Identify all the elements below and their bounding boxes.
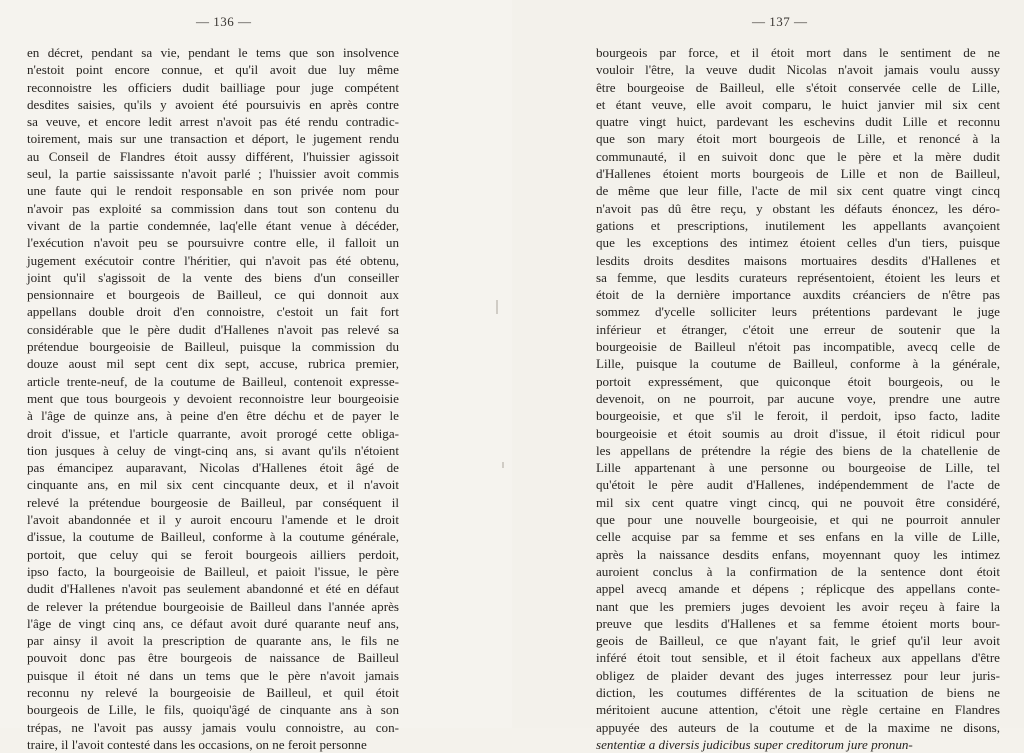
text-line: sententiæ a diversis judicibus super creditorum jure pronun- (596, 736, 913, 752)
text-line: nant que les premiers juges devoient les avoir reçeu à faire la (596, 598, 1000, 614)
text-line: en décret, pendant sa vie, pendant le tems que son insolvence (27, 45, 399, 60)
text-line: sommez d'ycelle solliciter leurs prétentions pardevant le juge (596, 304, 1000, 320)
text-line: à l'âge de quinze ans, à peine d'en être déchu et de payer le (27, 408, 399, 424)
text-line: bourgeoisie et étoit soumis au droit d'issue, il étoit ridicul pour (596, 425, 1000, 441)
text-line: appel avecq amande et dépens ; réplicque des appellans conte- (596, 581, 1000, 597)
text-line: d'Hallenes étoient morts bourgeois de Lille et non de Bailleul, (596, 166, 1000, 182)
left-page-body (27, 44, 399, 753)
text-line: bourgeoisie de Bailleul n'étoit pas incompatible, avecq celle de (596, 339, 1000, 355)
text-line: l'exécution n'avoit peu se poursuivre contre elle, il falloit un (27, 235, 399, 251)
text-line: une faute qui le rendoit responsable en son privée nom pour (27, 183, 399, 199)
text-line: pensionnaire et bourgeois de Bailleul, ce qui donnoit aux (27, 287, 399, 303)
text-line: relevé la prétendue bourgeosie de Bailleul, par conséquent il (27, 494, 399, 510)
text-line: d'issue, la coutume de Bailleul, conforme à la coutume générale, (27, 529, 399, 545)
text-line: tion jusques à celuy de vingt-cinq ans, si avant qu'ils n'étoient (27, 442, 399, 458)
text-line: Lille, puisque la coutume de Bailleul, conforme à la générale, (596, 356, 1000, 372)
text-line: puisque il étoit né dans un tems que le père n'avoit jamais (27, 667, 399, 683)
text-line: qu'étoit le père audit d'Hallenes, indépendemment de l'acte de (596, 477, 1000, 493)
text-line: obligez de plaider devant des juges interressez pour leur juris- (596, 667, 1000, 683)
text-line: au Conseil de Flandres étoit aussy différent, l'huissier agissoit (27, 148, 399, 164)
text-line: de même que leur fille, l'acte de mil six cent quatre vingt cincq (596, 183, 1000, 199)
text-line: joint qu'il s'agissoit de la vente des biens d'un conseiller (27, 269, 399, 285)
text-line: toirement, mais sur une transaction et déport, le jugement rendu (27, 131, 399, 147)
text-line: de relever la prétendue bourgeoisie de Bailleul dans l'année après (27, 598, 399, 614)
text-line: l'âge de vingt cinq ans, ce défaut avoit duré quarante neuf ans, (27, 615, 399, 631)
text-line: bourgeois par force, et il étoit mort dans le sentiment de ne (596, 45, 1000, 60)
text-line: ipso facto, la bourgeoisie de Bailleul, et paioit l'issue, le père (27, 563, 399, 579)
text-line: inféré étoit tout sensible, et il étoit facheux aux appellans d'être (596, 650, 1000, 666)
text-line: portoit expressément, que quiconque étoit bourgeois, ou le (596, 373, 1000, 389)
text-line: douze aoust mil sept cent dix sept, accuse, rubrica premier, (27, 356, 399, 372)
text-line: que les exceptions des intimez étoient celles d'un tiers, puisque (596, 235, 1000, 251)
text-line: portoit, que celuy qui se feroit bourgeois ailliers perdoit, (27, 546, 399, 562)
text-line: preuve que lesdits d'Hallenes et sa femme étoient morts bour- (596, 615, 1000, 631)
gutter-mark (496, 300, 498, 314)
text-line: Lille appartenant à une personne ou bourgeoise de Lille, tel (596, 460, 1000, 476)
text-line: après la naissance desdits enfans, moyennant quoy les intimez (596, 546, 1000, 562)
text-line: droit d'issue, et l'article quarrante, avoit prorogé cette obliga- (27, 425, 399, 441)
text-line: diction, les coutumes différentes de la scituation de biens ne (596, 684, 1000, 700)
text-line: devenoit, on ne pourroit, par aucune voye, prendre une autre (596, 390, 1000, 406)
right-page (512, 0, 1024, 752)
text-line: reconnoistre les officiers dudit bailliage pour juge compétent (27, 79, 399, 95)
text-line: cinquante ans, en mil six cent cincquante deux, et il n'avoit (27, 477, 399, 493)
text-line: étoit de la dernière importance auxdits créanciers de n'être pas (596, 287, 1000, 303)
text-line: lesdits droits desdites maisons mortuaires desdits d'Hallenes et (596, 252, 1000, 268)
text-line: article trente-neuf, de la coutume de Bailleul, contenoit expresse- (27, 373, 399, 389)
text-line: ment que tous bourgeois y devoient reconnoistre leur bourgeoisie (27, 390, 399, 406)
text-line: vivant de la partie condemnée, laq'elle étant venue à décéder, (27, 217, 399, 233)
text-line: prétendue bourgeoisie de Bailleul, puisque la commission du (27, 339, 399, 355)
text-line: n'avoit pas dû être reçu, y obstant les défauts énoncez, les déro- (596, 200, 1000, 216)
text-line: par ainsy il avoit la prescription de quarante ans, le fils ne (27, 633, 399, 649)
text-line: dudit d'Hallenes n'avoit pas seulement abandonné et été en défaut (27, 581, 399, 597)
text-line: être bourgeoise de Bailleul, elle s'étoit conservée celle de Lille, (596, 79, 1000, 95)
right-page-body (596, 44, 1000, 753)
text-line: sa veuve, et encore ledit arrest n'avoit pas été rendu contradic- (27, 114, 399, 130)
text-line: auroient conclus à la confirmation de la sentence dont étoit (596, 563, 1000, 579)
text-line: pas émancipez auparavant, Nicolas d'Hallenes étoit âgé de (27, 460, 399, 476)
text-line: bourgeoisie, et que s'il le feroit, il perdoit, ipso facto, ladite (596, 408, 1000, 424)
gutter-mark (502, 462, 504, 468)
text-line: et étant veuve, elle avoit comparu, le huict janvier mil six cent (596, 96, 1000, 112)
right-page-number: — 137 — (752, 14, 808, 29)
text-line: que pour une nouvelle bourgeoisie, et qui ne pourroit annuler (596, 512, 1000, 528)
text-line: celle acquise par sa femme et ses enfans en la ville de Lille, (596, 529, 1000, 545)
text-line: quatre vingt huict, pardevant les eschevins dudit Lille et reconnu (596, 114, 1000, 130)
text-line: que son mary étoit mort bourgeois de Lille, et renoncé à la (596, 131, 1000, 147)
text-line: pouvoit donc pas être bourgeois de naissance de Bailleul (27, 650, 399, 666)
left-page (0, 0, 512, 752)
text-line: l'avoit abandonnée et il y auroit encouru l'amende et le droit (27, 512, 399, 528)
text-line: appuyée des auteurs de la coutume et de la maxime ne disons, (596, 719, 1000, 735)
text-line: n'estoit point encore connue, et qu'il avoit due luy même (27, 62, 399, 78)
left-page-number: — 136 — (196, 14, 252, 29)
text-line: traire, il l'avoit contesté dans les occasions, on ne feroit personne (27, 736, 367, 752)
text-line: geois de Bailleul, ce que n'ayant fait, le grief qu'il leur avoit (596, 633, 1000, 649)
text-line: appellans double droit d'en connoistre, c'estoit un fait fort (27, 304, 399, 320)
text-line: bourgeois de Lille, le fils, quoiqu'âgé de cinquante ans à son (27, 702, 399, 718)
text-line: reconnu ny relevé la bourgeoisie de Bailleul, et quil étoit (27, 684, 399, 700)
text-line: vouloir l'être, la veuve dudit Nicolas n'avoit jamais voulu aussy (596, 62, 1000, 78)
text-line: desdites saisies, qu'ils y avoient été poursuivis en après contre (27, 96, 399, 112)
text-line: mil six cent quatre vingt cincq, qui ne pouvoit être considéré, (596, 494, 1000, 510)
text-line: considérable que le père dudit d'Hallenes n'avoit pas relevé sa (27, 321, 399, 337)
text-line: seul, la partie saississante n'avoit parlé ; l'huissier avoit commis (27, 166, 399, 182)
text-line: trépas, ne l'avoit pas aussy jamais voulu connoistre, au con- (27, 719, 399, 735)
text-line: méritoient aucune attention, c'étoit une règle certaine en Flandres (596, 702, 1000, 718)
text-line: jugement exécutoir contre l'héritier, qui n'avoit pas été obtenu, (27, 252, 399, 268)
text-line: inférieur et étranger, c'étoit une erreur de soutenir que la (596, 321, 1000, 337)
text-line: les appellans de prétendre la régie des biens de la chatellenie de (596, 442, 1000, 458)
text-line: sa femme, que lesdits curateurs représentoient, étoient les leurs et (596, 269, 1000, 285)
text-line: communauté, il en suivoit donc que le père et la mère dudit (596, 148, 1000, 164)
text-line: gations et prescriptions, inutilement les appellants avançoient (596, 217, 1000, 233)
text-line: n'avoir pas exploité sa commission dans tout son contenu du (27, 200, 399, 216)
